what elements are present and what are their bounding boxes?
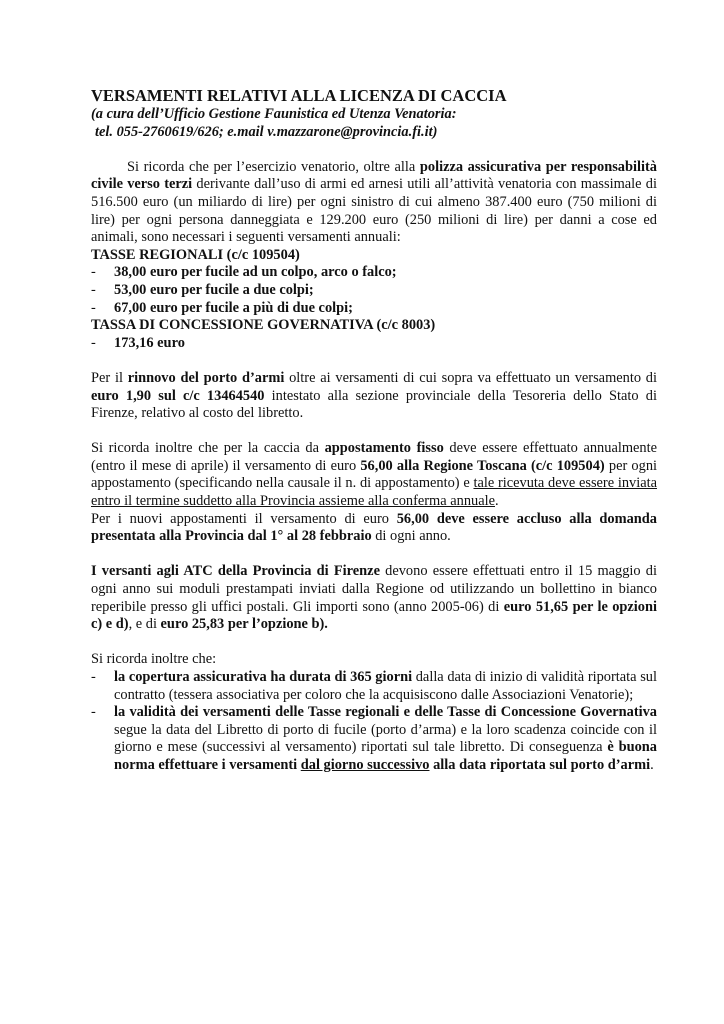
tax-amount: 53,00 euro per fucile a due colpi; <box>114 281 314 298</box>
spacer <box>91 352 657 370</box>
fixed-post-paragraph <box>91 440 657 510</box>
intro-text-cont: derivante dall’uso di armi ed arnesi utili all’attività venatoria con massimale di 516.500 euro (un miliardo di lire) per ogni sinistro di cui almeno 387.400 euro (750 milioni di lire) per ogni persona danneggiata e 129.200 euro (250 milioni di lire) per danni a cose ed animali, sono necessari i seguenti versamenti annuali: <box>91 176 657 246</box>
spacer <box>91 634 657 652</box>
tax-amount: 67,00 euro per fucile a più di due colpi; <box>114 299 353 316</box>
reminder-text: segue la data del Libretto di porto di fucile (porto d’arma) e la loro scadenza coincide con il giorno e mese (successivi al versamento) riportati sul tale libretto. Di conseguenza <box>114 721 657 756</box>
dash-bullet: - <box>91 334 96 351</box>
list-item <box>91 300 657 318</box>
spacer <box>91 423 657 441</box>
spacer <box>91 141 657 159</box>
new-posts-text: Per i nuovi appostamenti il versamento di euro <box>91 510 397 527</box>
renewal-payment: euro 1,90 sul c/c 13464540 <box>91 387 265 404</box>
fixed-post-text: deve essere effettuato annualmente (entro il mese di aprile) il versamento di euro <box>91 440 657 474</box>
dash-bullet: - <box>91 281 96 298</box>
spacer <box>91 546 657 564</box>
reminder-text: . <box>650 756 654 773</box>
page-title: VERSAMENTI RELATIVI ALLA LICENZA DI CACCIA <box>91 86 507 105</box>
list-item <box>91 282 657 300</box>
reminders-list <box>91 669 657 775</box>
new-posts-bold: 56,00 deve essere accluso alla domanda presentata alla Provincia dal 1° al 28 febbraio <box>91 510 657 545</box>
fixed-post-bold: appostamento fisso <box>324 440 444 457</box>
reminder-bold: la copertura assicurativa ha durata di 365 giorni <box>114 669 413 685</box>
reminders-intro: Si ricorda inoltre che: <box>91 651 217 668</box>
renewal-paragraph <box>91 370 657 423</box>
intro-paragraph <box>91 159 657 247</box>
fixed-post-text: Si ricorda inoltre che per la caccia da <box>91 440 325 457</box>
fixed-post-text: . <box>495 493 499 510</box>
list-item <box>91 335 657 353</box>
renewal-bold: rinnovo del porto d’armi <box>127 369 285 386</box>
new-posts-paragraph <box>91 511 657 546</box>
reminder-bold: la validità dei versamenti delle Tasse regionali e delle Tasse di Concessione Governativa <box>114 704 657 721</box>
renewal-text: Per il <box>91 369 128 386</box>
regional-taxes-heading: TASSE REGIONALI (c/c 109504) <box>91 246 300 263</box>
reminder-bold: alla data riportata sul porto d’armi <box>429 756 651 773</box>
fixed-post-payment: 56,00 alla Regione Toscana (c/c 109504) <box>360 457 605 474</box>
list-item <box>91 704 657 774</box>
document-page <box>91 86 657 775</box>
contact-line: tel. 055-2760619/626; e.mail v.mazzarone@provincia.fi.it) <box>95 123 438 140</box>
reminder-underlined: dal giorno successivo <box>300 756 430 773</box>
atc-amount: euro 25,83 per l’opzione b). <box>160 616 328 633</box>
insurance-requirement: polizza assicurativa per responsabilità civile verso terzi <box>91 158 657 193</box>
atc-text: , e di <box>128 616 161 633</box>
fixed-post-text: per ogni appostamento (specificando nella causale il n. di appostamento) e <box>91 457 658 492</box>
tax-amount: 173,16 euro <box>114 334 185 351</box>
dash-bullet: - <box>91 299 96 316</box>
reminder-bold: è buona norma effettuare i versamenti <box>114 739 657 773</box>
atc-paragraph <box>91 563 657 633</box>
renewal-text: oltre ai versamenti di cui sopra va effettuato un versamento di <box>284 369 658 386</box>
office-subtitle: (a cura dell’Ufficio Gestione Faunistica ed Utenza Venatoria: <box>91 106 457 122</box>
dash-bullet: - <box>91 669 96 685</box>
intro-text: Si ricorda che per l’esercizio venatorio, oltre alla <box>127 158 420 175</box>
regional-taxes-list <box>91 264 657 317</box>
dash-bullet: - <box>91 264 96 281</box>
dash-bullet: - <box>91 704 96 721</box>
atc-bold: I versanti agli ATC della Provincia di Firenze <box>91 563 380 580</box>
list-item <box>91 669 657 704</box>
atc-text: devono essere effettuati entro il 15 maggio di ogni anno sui moduli prestampati inviati dalla Regione od utilizzando un bollettino in bianco reperibile presso gli uffici postali. Gli importi sono (anno 2005-06) di <box>91 563 657 615</box>
list-item <box>91 264 657 282</box>
fixed-post-underlined: tale ricevuta deve essere inviata entro il termine suddetto alla Provincia assieme alla conferma annuale <box>91 475 658 510</box>
reminder-text: dalla data di inizio di validità riportata sul contratto (tessera associativa per coloro che la acquisiscono dalle Associazioni Venatorie); <box>114 669 657 703</box>
tax-amount: 38,00 euro per fucile ad un colpo, arco o falco; <box>114 264 397 281</box>
new-posts-text: di ogni anno. <box>371 528 451 545</box>
atc-amount: euro 51,65 per le opzioni c) e d) <box>91 598 658 633</box>
renewal-text: intestato alla sezione provinciale della Tesoreria dello Stato di Firenze, relativo al costo del libretto. <box>91 387 657 422</box>
governmental-tax-heading: TASSA DI CONCESSIONE GOVERNATIVA (c/c 8003) <box>91 317 436 334</box>
governmental-tax-list <box>91 335 657 353</box>
